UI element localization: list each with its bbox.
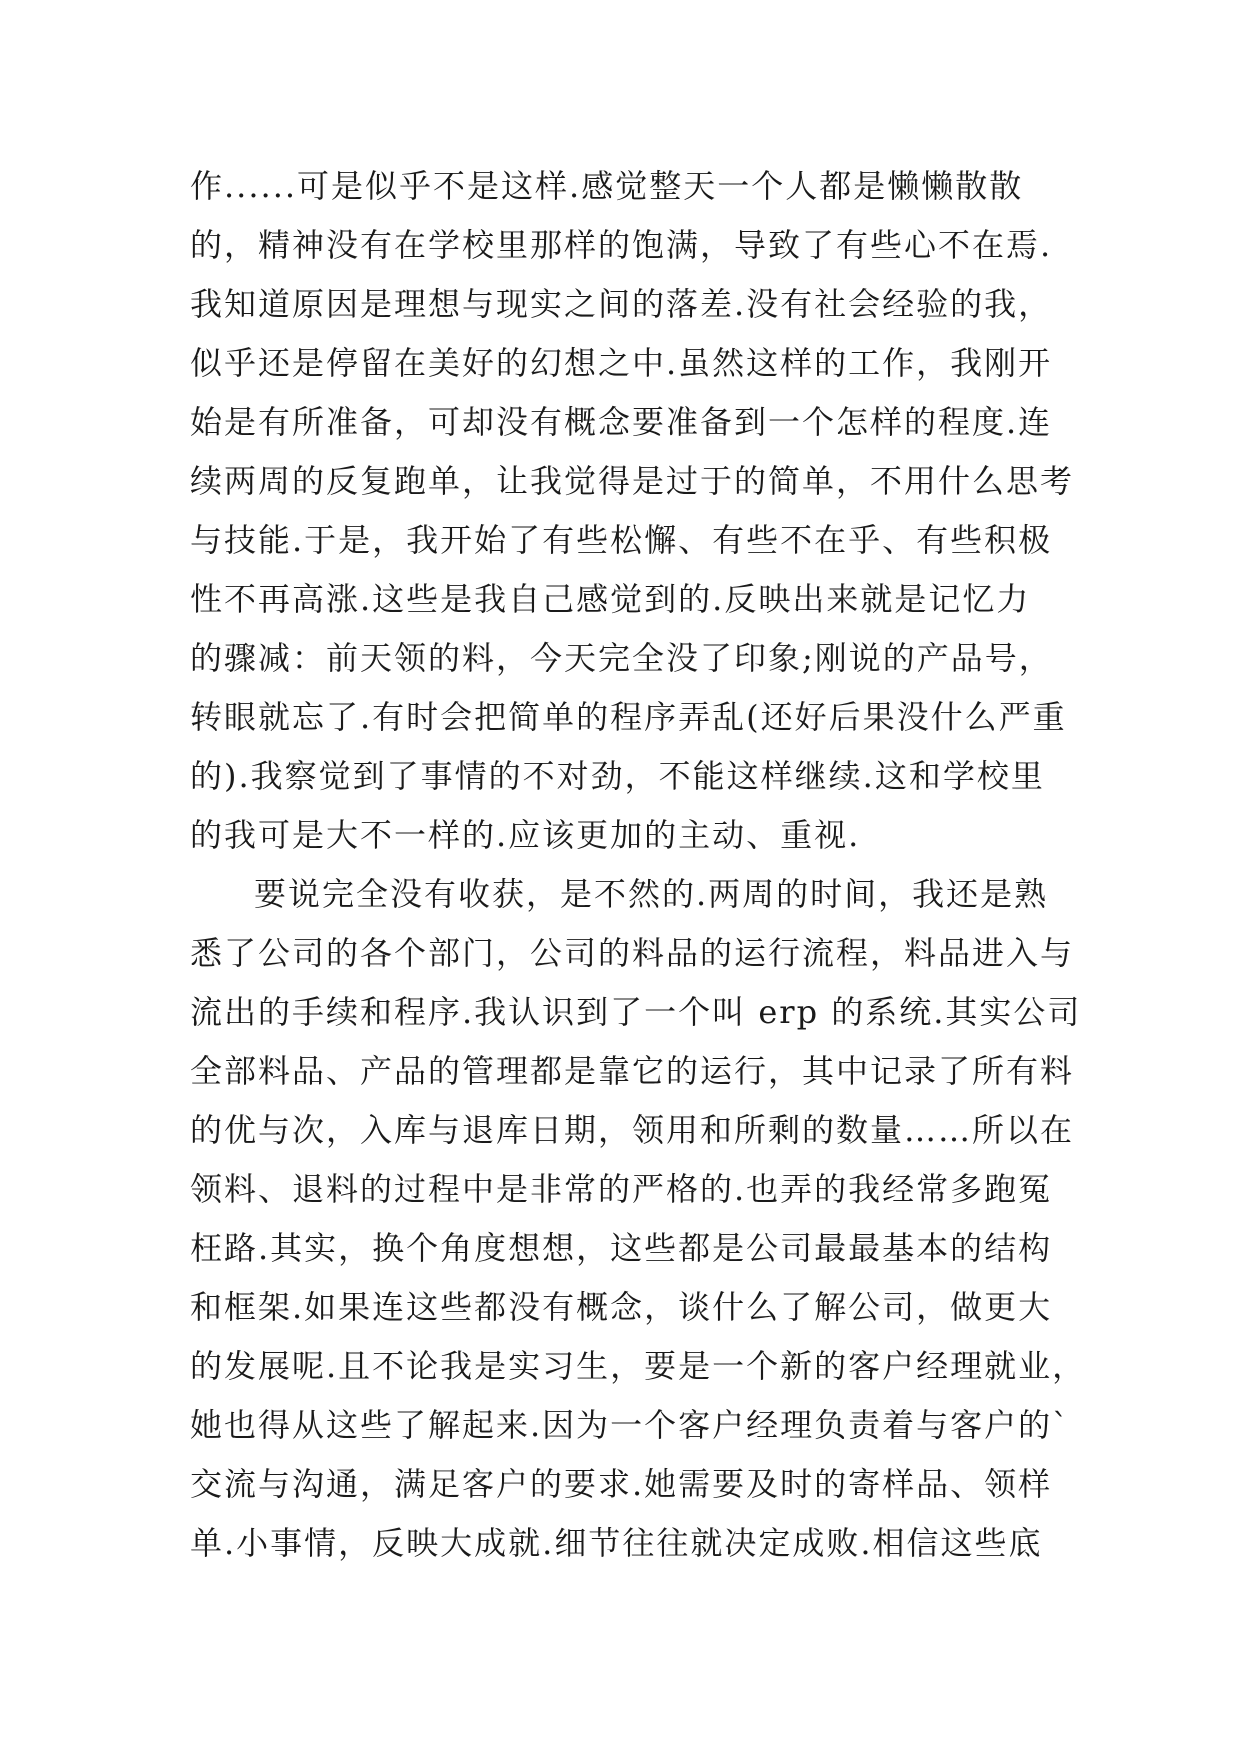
text-line: 要说完全没有收获，是不然的.两周的时间，我还是熟 [254,875,1049,913]
text-line: 和框架.如果连这些都没有概念，谈什么了解公司，做更大 [190,1288,1053,1326]
text-line: 我知道原因是理想与现实之间的落差.没有社会经验的我， [190,285,1053,323]
text-line: 始是有所准备，可却没有概念要准备到一个怎样的程度.连 [190,403,1053,441]
text-line: 与技能.于是，我开始了有些松懈、有些不在乎、有些积极 [190,521,1053,559]
text-line: 的骤减：前天领的料，今天完全没了印象;刚说的产品号， [190,639,1053,677]
text-line: 全部料品、产品的管理都是靠它的运行，其中记录了所有料 [190,1052,1075,1090]
text-line: 的).我察觉到了事情的不对劲，不能这样继续.这和学校里 [190,757,1045,795]
text-line: 的我可是大不一样的.应该更加的主动、重视. [190,816,861,854]
text-line: 领料、退料的过程中是非常的严格的.也弄的我经常多跑冤 [190,1170,1053,1208]
text-line: 交流与沟通，满足客户的要求.她需要及时的寄样品、领样 [190,1465,1053,1503]
text-line: 续两周的反复跑单，让我觉得是过于的简单，不用什么思考 [190,462,1075,500]
paragraph-1 [190,157,1075,865]
text-line: 性不再高涨.这些是我自己感觉到的.反映出来就是记忆力 [190,580,1031,618]
text-line: 的发展呢.且不论我是实习生，要是一个新的客户经理就业， [190,1347,1087,1385]
text-line: 的优与次，入库与退库日期，领用和所剩的数量……所以在 [190,1111,1075,1149]
text-line: 枉路.其实，换个角度想想，这些都是公司最最基本的结构 [190,1229,1053,1267]
text-line: 流出的手续和程序.我认识到了一个叫 erp 的系统.其实公司 [190,993,1082,1031]
text-line: 似乎还是停留在美好的幻想之中.虽然这样的工作，我刚开 [190,344,1053,382]
text-line: 的，精神没有在学校里那样的饱满，导致了有些心不在焉. [190,226,1053,264]
text-line: 单.小事情，反映大成就.细节往往就决定成败.相信这些底 [190,1524,1043,1562]
text-line: 作......可是似乎不是这样.感觉整天一个人都是懒懒散散 [190,167,1024,205]
paragraph-2 [190,865,1087,1573]
text-line: 转眼就忘了.有时会把简单的程序弄乱(还好后果没什么严重 [190,698,1067,736]
body-text [190,157,1087,1573]
text-line: 她也得从这些了解起来.因为一个客户经理负责着与客户的` [190,1406,1071,1444]
text-line: 悉了公司的各个部门，公司的料品的运行流程，料品进入与 [190,934,1075,972]
